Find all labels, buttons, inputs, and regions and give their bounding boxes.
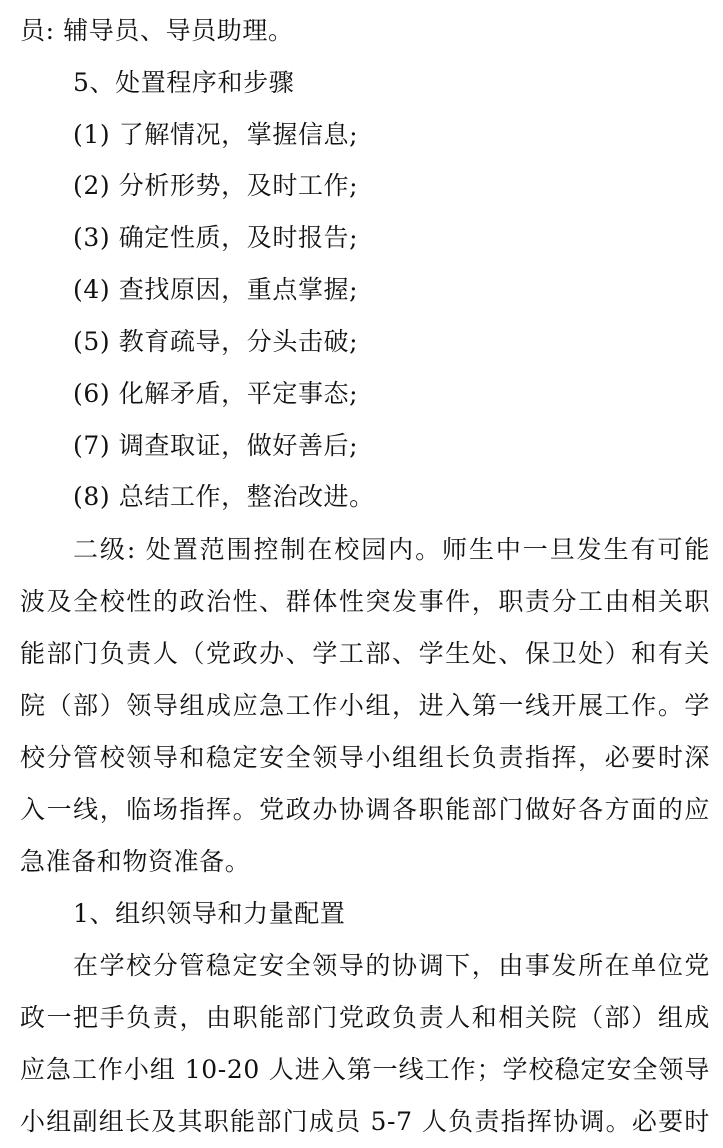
paragraph-line: 政一把手负责，由职能部门党政负责人和相关院（部）组成 [20,1003,710,1032]
paragraph-line: 在学校分管稳定安全领导的协调下，由事发所在单位党 [73,951,710,980]
paragraph-line: 急准备和物资准备。 [20,847,251,876]
list-item: (2) 分析形势，及时工作; [73,171,359,200]
paragraph-line: 二级: 处置范围控制在校园内。师生中一旦发生有可能 [73,535,710,564]
paragraph-line: 能部门负责人（党政办、学工部、学生处、保卫处）和有关 [20,639,710,668]
section-heading: 5、处置程序和步骤 [73,68,295,97]
paragraph-line: 小组副组长及其职能部门成员 5-7 人负责指挥协调。必要时 [20,1107,710,1136]
section-heading: 1、组织领导和力量配置 [73,899,346,928]
list-item: (3) 确定性质，及时报告; [73,223,359,252]
list-item: (6) 化解矛盾，平定事态; [73,379,359,408]
paragraph-line: 应急工作小组 10-20 人进入第一线工作；学校稳定安全领导 [20,1055,710,1084]
text-line: 员: 辅导员、导员助理。 [20,16,294,45]
list-item: (7) 调查取证，做好善后; [73,431,359,460]
paragraph-line: 波及全校性的政治性、群体性突发事件，职责分工由相关职 [20,587,710,616]
list-item: (8) 总结工作，整治改进。 [73,482,375,511]
list-item: (5) 教育疏导，分头击破; [73,327,359,356]
paragraph-line: 校分管校领导和稳定安全领导小组组长负责指挥，必要时深 [20,743,710,772]
paragraph-line: 入一线，临场指挥。党政办协调各职能部门做好各方面的应 [20,795,710,824]
list-item: (1) 了解情况，掌握信息; [73,120,359,149]
list-item: (4) 查找原因，重点掌握; [73,275,359,304]
paragraph-line: 院（部）领导组成应急工作小组，进入第一线开展工作。学 [20,691,710,720]
